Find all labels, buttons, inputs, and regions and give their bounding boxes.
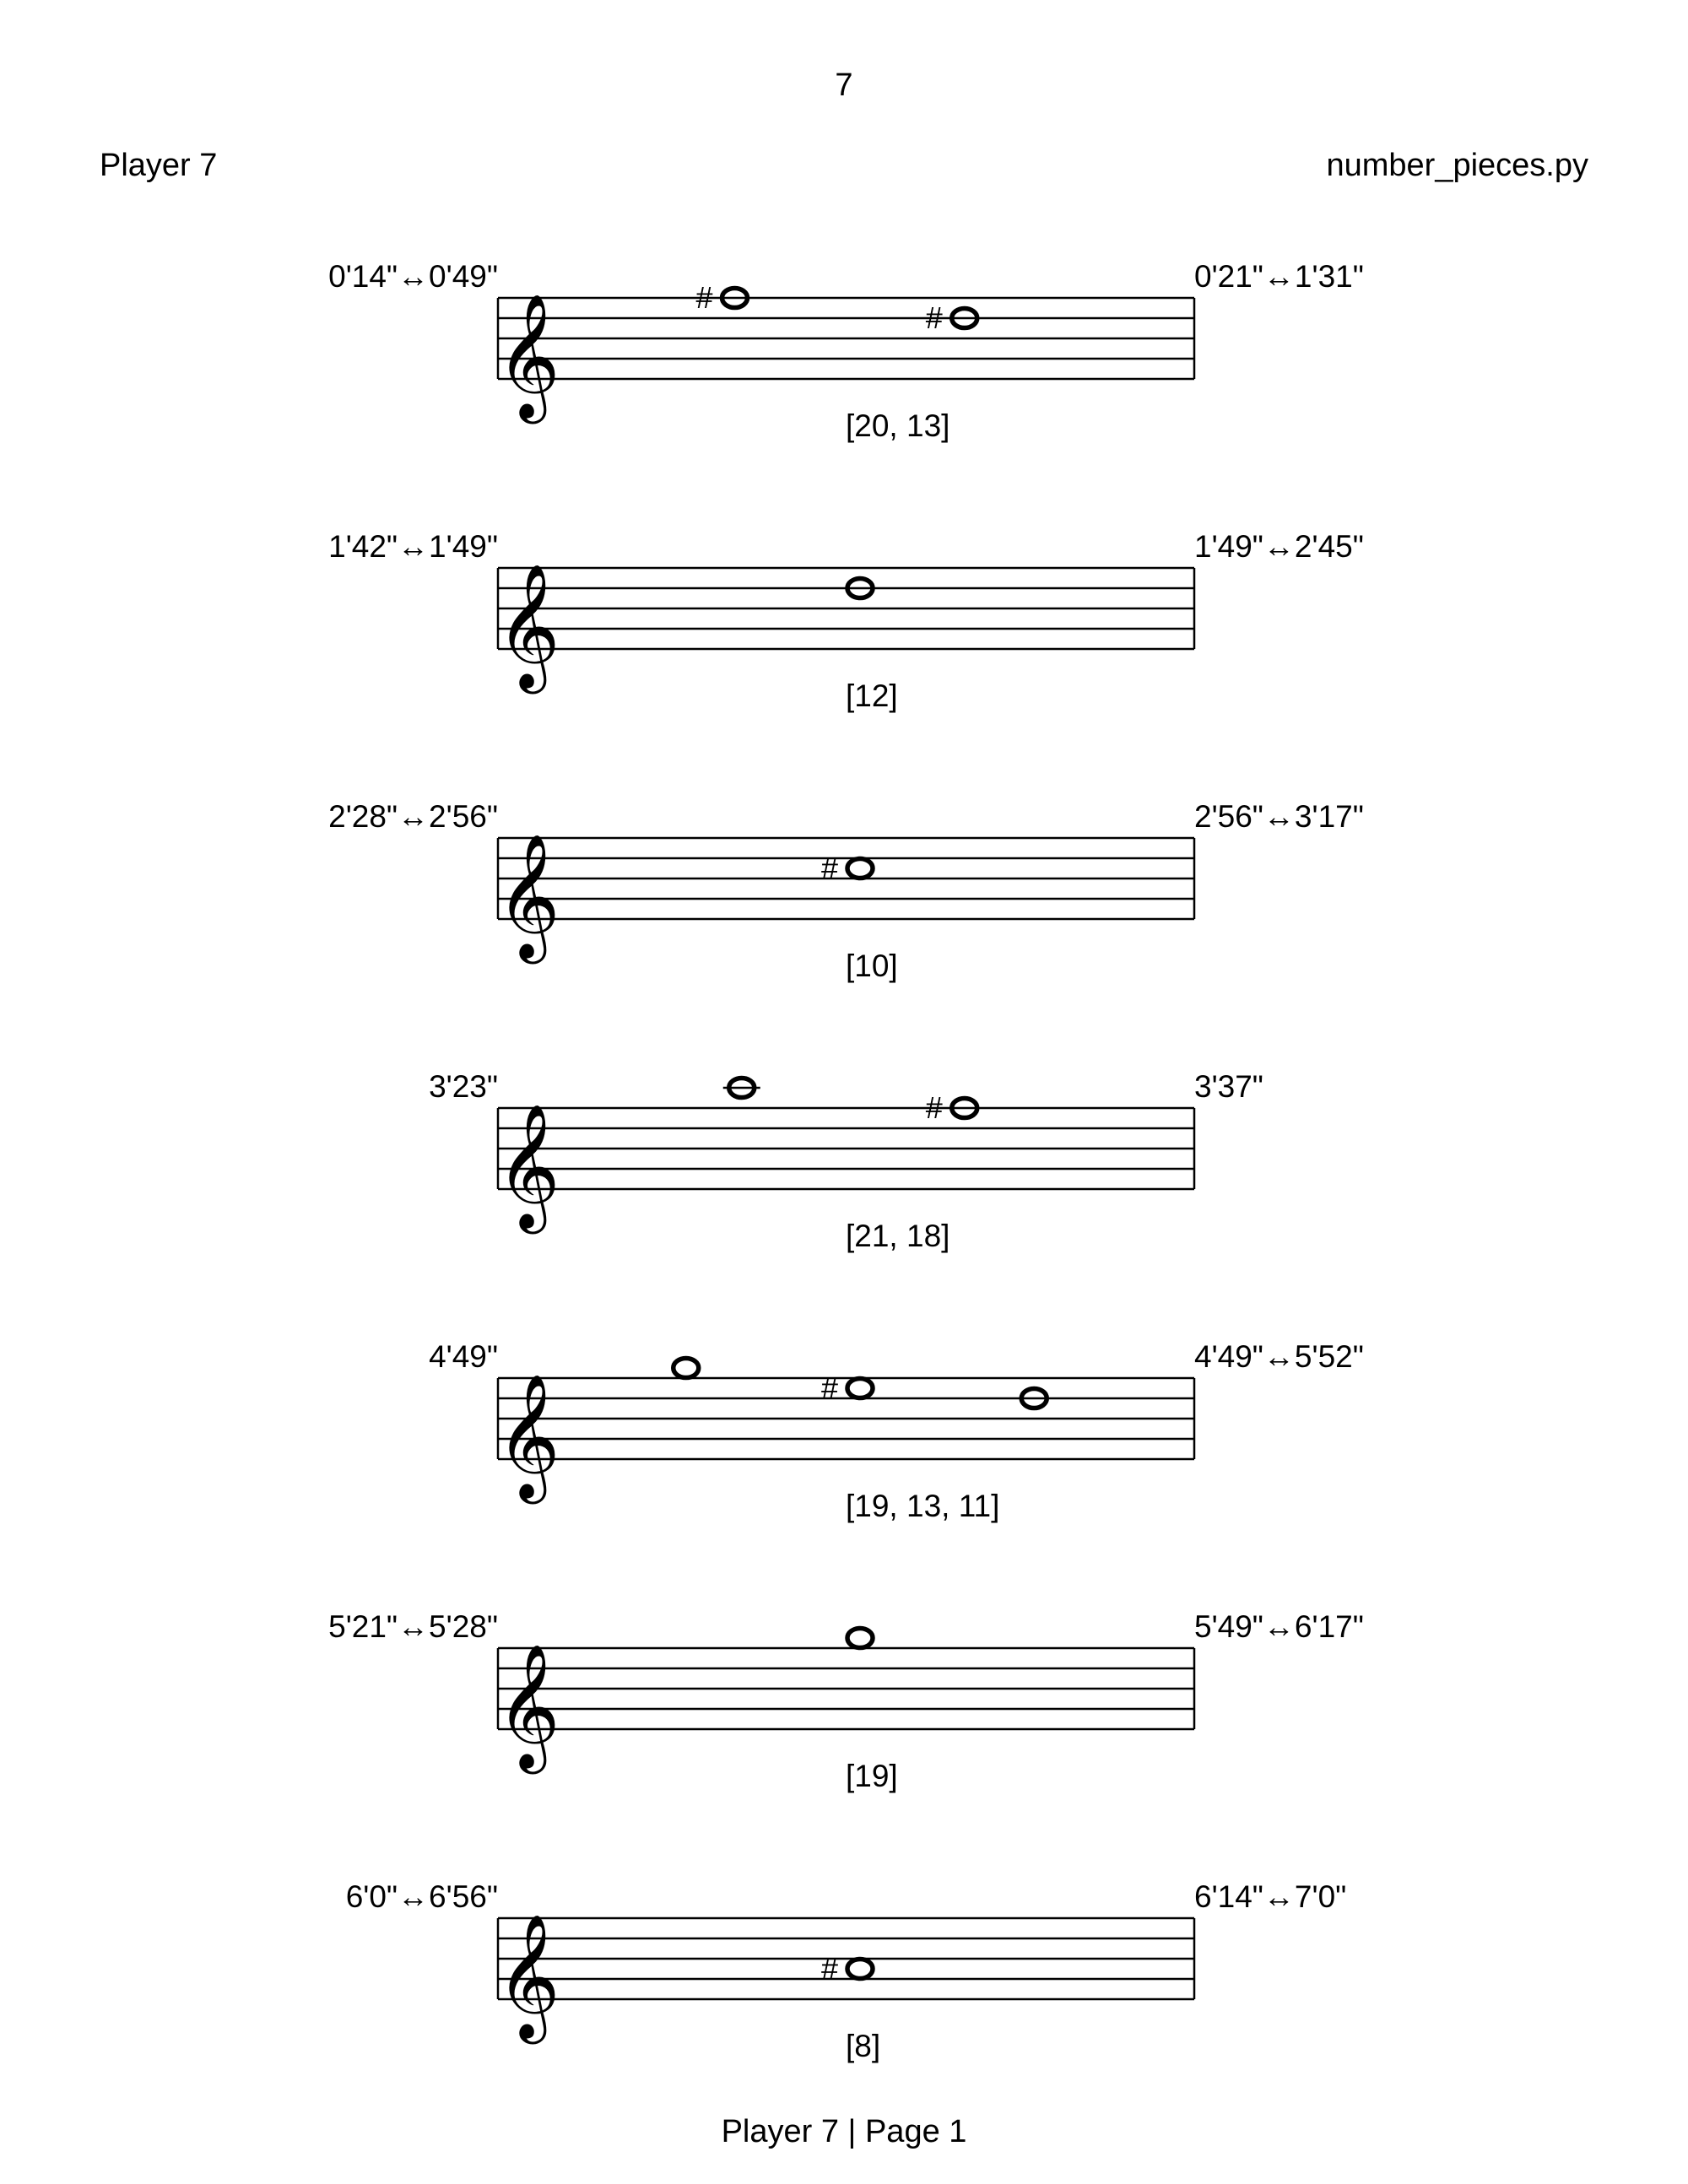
source-file-label: number_pieces.py	[1326, 148, 1588, 183]
start-time-bracket: 0'14"↔0'49"	[328, 259, 498, 294]
pitch-class-set-label: [10]	[846, 949, 898, 983]
page-footer: Player 7 | Page 1	[721, 2114, 967, 2149]
end-time-bracket: 2'56"↔3'17"	[1194, 799, 1364, 834]
whole-note	[847, 1629, 873, 1648]
sharp-icon: #	[695, 280, 713, 315]
whole-note	[821, 1951, 873, 1986]
treble-clef-icon: 𝄞	[496, 1103, 560, 1229]
end-time-bracket: 3'37"	[1194, 1069, 1263, 1104]
pitch-class-set-label: [21, 18]	[846, 1219, 950, 1253]
page-number: 7	[835, 68, 853, 103]
pitch-class-set-label: [8]	[846, 2029, 881, 2063]
treble-clef-icon: 𝄞	[496, 1913, 560, 2039]
pitch-class-set-label: [19, 13, 11]	[846, 1489, 1000, 1523]
treble-clef-icon: 𝄞	[496, 563, 560, 689]
note-head	[847, 1379, 873, 1398]
start-time-bracket: 1'42"↔1'49"	[328, 529, 498, 564]
pitch-class-set-label: [19]	[846, 1759, 898, 1793]
pitch-class-set-label: [12]	[846, 678, 898, 713]
staff	[0, 1327, 1688, 1499]
treble-clef-icon: 𝄞	[496, 1373, 560, 1499]
sharp-icon: #	[821, 851, 839, 885]
whole-note	[723, 1078, 760, 1098]
staff	[0, 517, 1688, 689]
treble-clef-icon: 𝄞	[496, 1643, 560, 1769]
whole-note	[821, 1370, 873, 1405]
note-head	[674, 1359, 699, 1378]
end-time-bracket: 0'21"↔1'31"	[1194, 259, 1364, 294]
treble-clef-icon: 𝄞	[496, 293, 560, 419]
player-label: Player 7	[100, 148, 218, 183]
note-head	[847, 1629, 873, 1648]
start-time-bracket: 2'28"↔2'56"	[328, 799, 498, 834]
end-time-bracket: 5'49"↔6'17"	[1194, 1609, 1364, 1644]
sharp-icon: #	[925, 1090, 943, 1125]
sharp-icon: #	[821, 1370, 839, 1405]
staff	[0, 1057, 1688, 1229]
treble-clef-icon: 𝄞	[496, 833, 560, 959]
start-time-bracket: 4'49"	[429, 1339, 498, 1374]
start-time-bracket: 3'23"	[429, 1069, 498, 1104]
staff	[0, 247, 1688, 419]
end-time-bracket: 6'14"↔7'0"	[1194, 1879, 1347, 1914]
staff	[0, 787, 1688, 959]
whole-note	[821, 851, 873, 885]
whole-note	[674, 1359, 699, 1378]
end-time-bracket: 4'49"↔5'52"	[1194, 1339, 1364, 1374]
start-time-bracket: 6'0"↔6'56"	[345, 1879, 498, 1914]
staff	[0, 1868, 1688, 2039]
end-time-bracket: 1'49"↔2'45"	[1194, 529, 1364, 564]
sharp-icon: #	[821, 1951, 839, 1986]
staff	[0, 1597, 1688, 1769]
pitch-class-set-label: [20, 13]	[846, 408, 950, 443]
start-time-bracket: 5'21"↔5'28"	[328, 1609, 498, 1644]
note-head	[847, 859, 873, 878]
sharp-icon: #	[925, 300, 943, 335]
note-head	[847, 1960, 873, 1979]
